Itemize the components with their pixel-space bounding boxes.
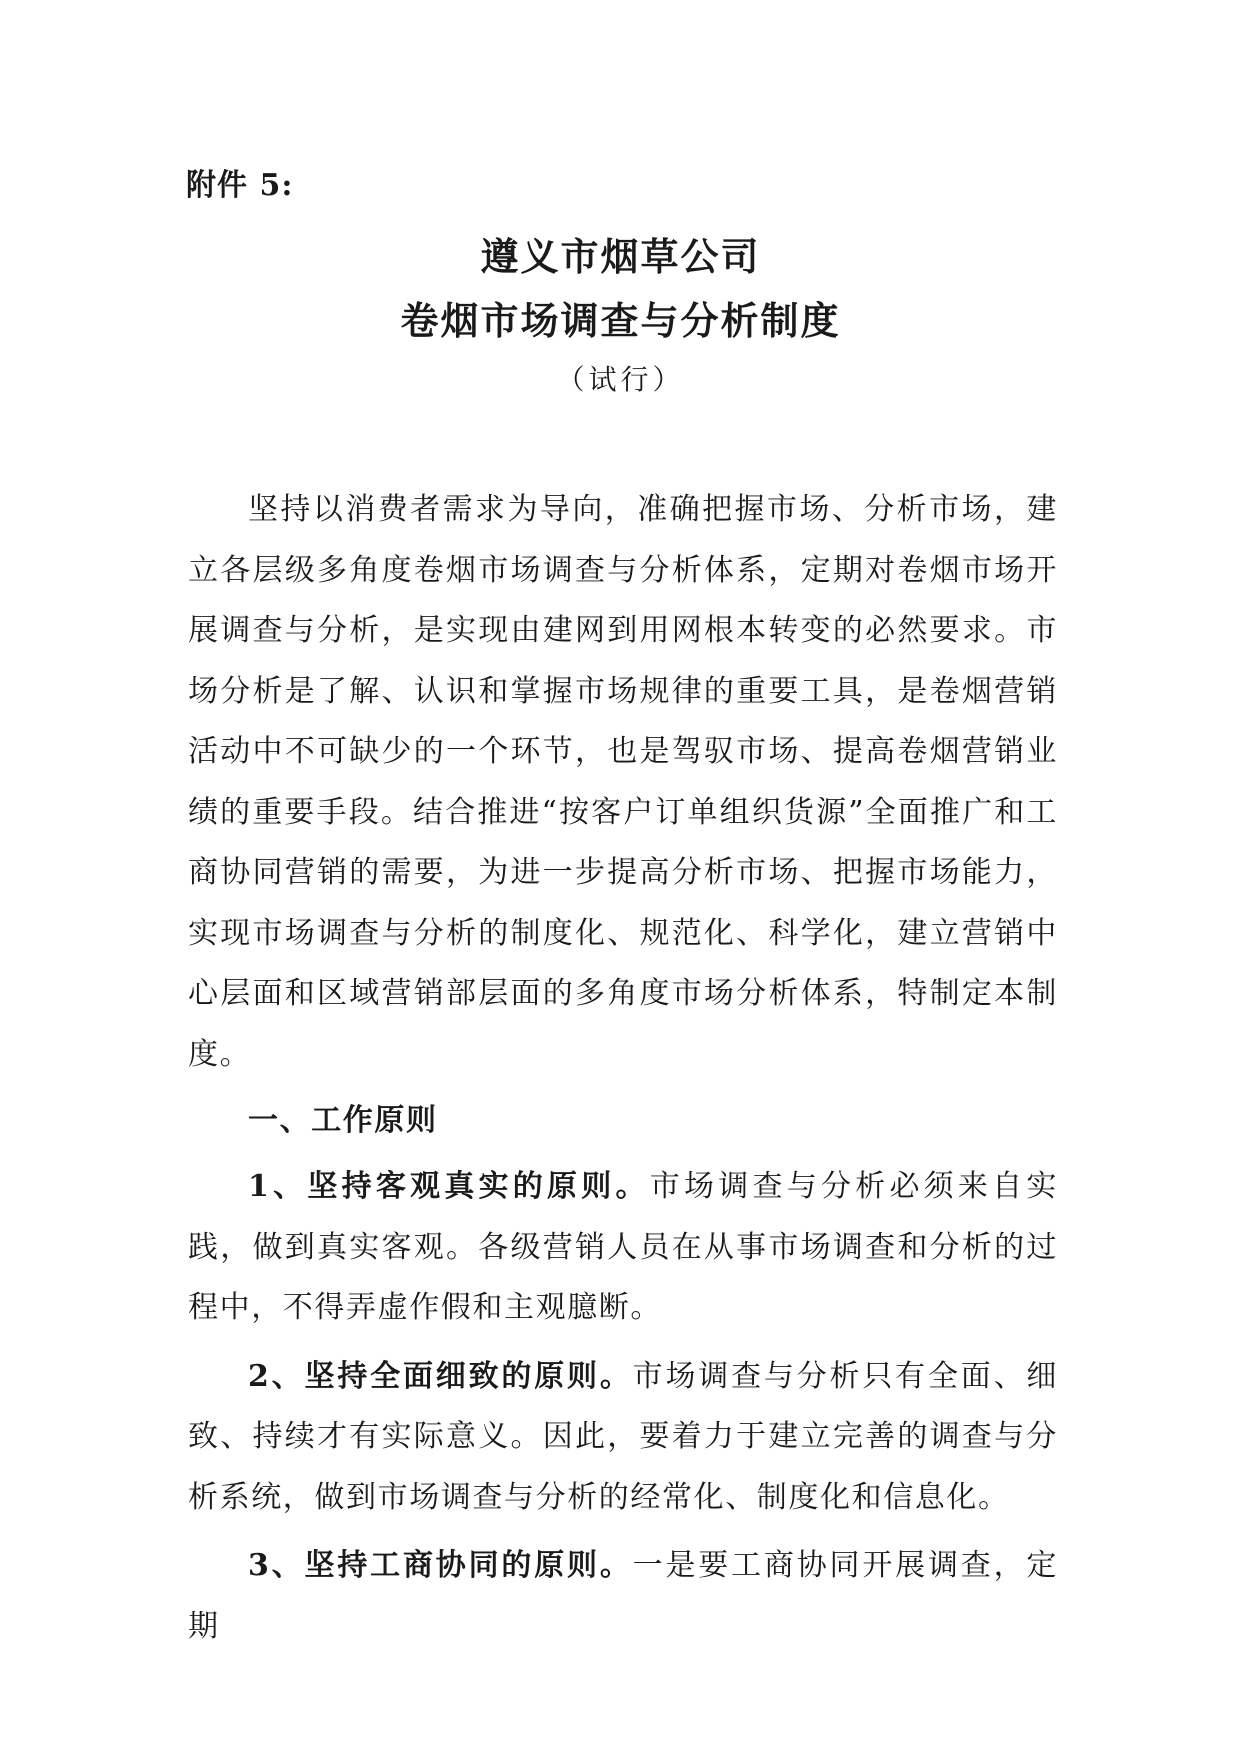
principle-heading-1: 1、坚持客观真实的原则。 [248,1169,650,1204]
document-title-line2: 卷烟市场调查与分析制度 [400,298,841,343]
document-body [188,480,1058,1657]
principle-paragraph-2 [188,1347,1058,1529]
principle-heading-3: 3、坚持工商协同的原则。 [248,1548,633,1583]
intro-paragraph: 坚持以消费者需求为导向，准确把握市场、分析市场，建立各层级多角度卷烟市场调查与分析体系，定期对卷烟市场开展调查与分析，是实现由建网到用网根本转变的必然要求。市场分析是了解、认识和掌握市场规律的重要工具，是卷烟营销活动中不可缺少的一个环节，也是驾驭市场、提高卷烟营销业绩的重要手段。结合推进“按客户订单组织货源”全面推广和工商协同营销的需要，为进一步提高分析市场、把握市场能力，实现市场调查与分析的制度化、规范化、科学化，建立营销中心层面和区域营销部层面的多角度市场分析体系，特制定本制度。 [188,492,1058,1072]
principle-heading-2: 2、坚持全面细致的原则。 [248,1358,633,1394]
principle-paragraph-3 [188,1536,1058,1657]
principle-text-1: 市场调查与分析必须来自实践，做到真实客观。各级营销人员在从事市场调查和分析的过程中，不得弄虚作假和主观臆断。 [188,1169,1059,1325]
section-heading-principles: 一、工作原则 [248,1103,438,1138]
principle-paragraph-1 [188,1157,1058,1339]
document-subtitle: （试行） [556,363,685,396]
attachment-label: 附件 5: [186,168,294,203]
principle-text-2: 市场调查与分析只有全面、细致、持续才有实际意义。因此，要着力于建立完善的调查与分析系统，做到市场调查与分析的经常化、制度化和信息化。 [188,1358,1058,1515]
document-title-line1: 遵义市烟草公司 [480,234,761,279]
principle-text-3: 一是要工商协同开展调查，定期 [188,1548,1058,1644]
